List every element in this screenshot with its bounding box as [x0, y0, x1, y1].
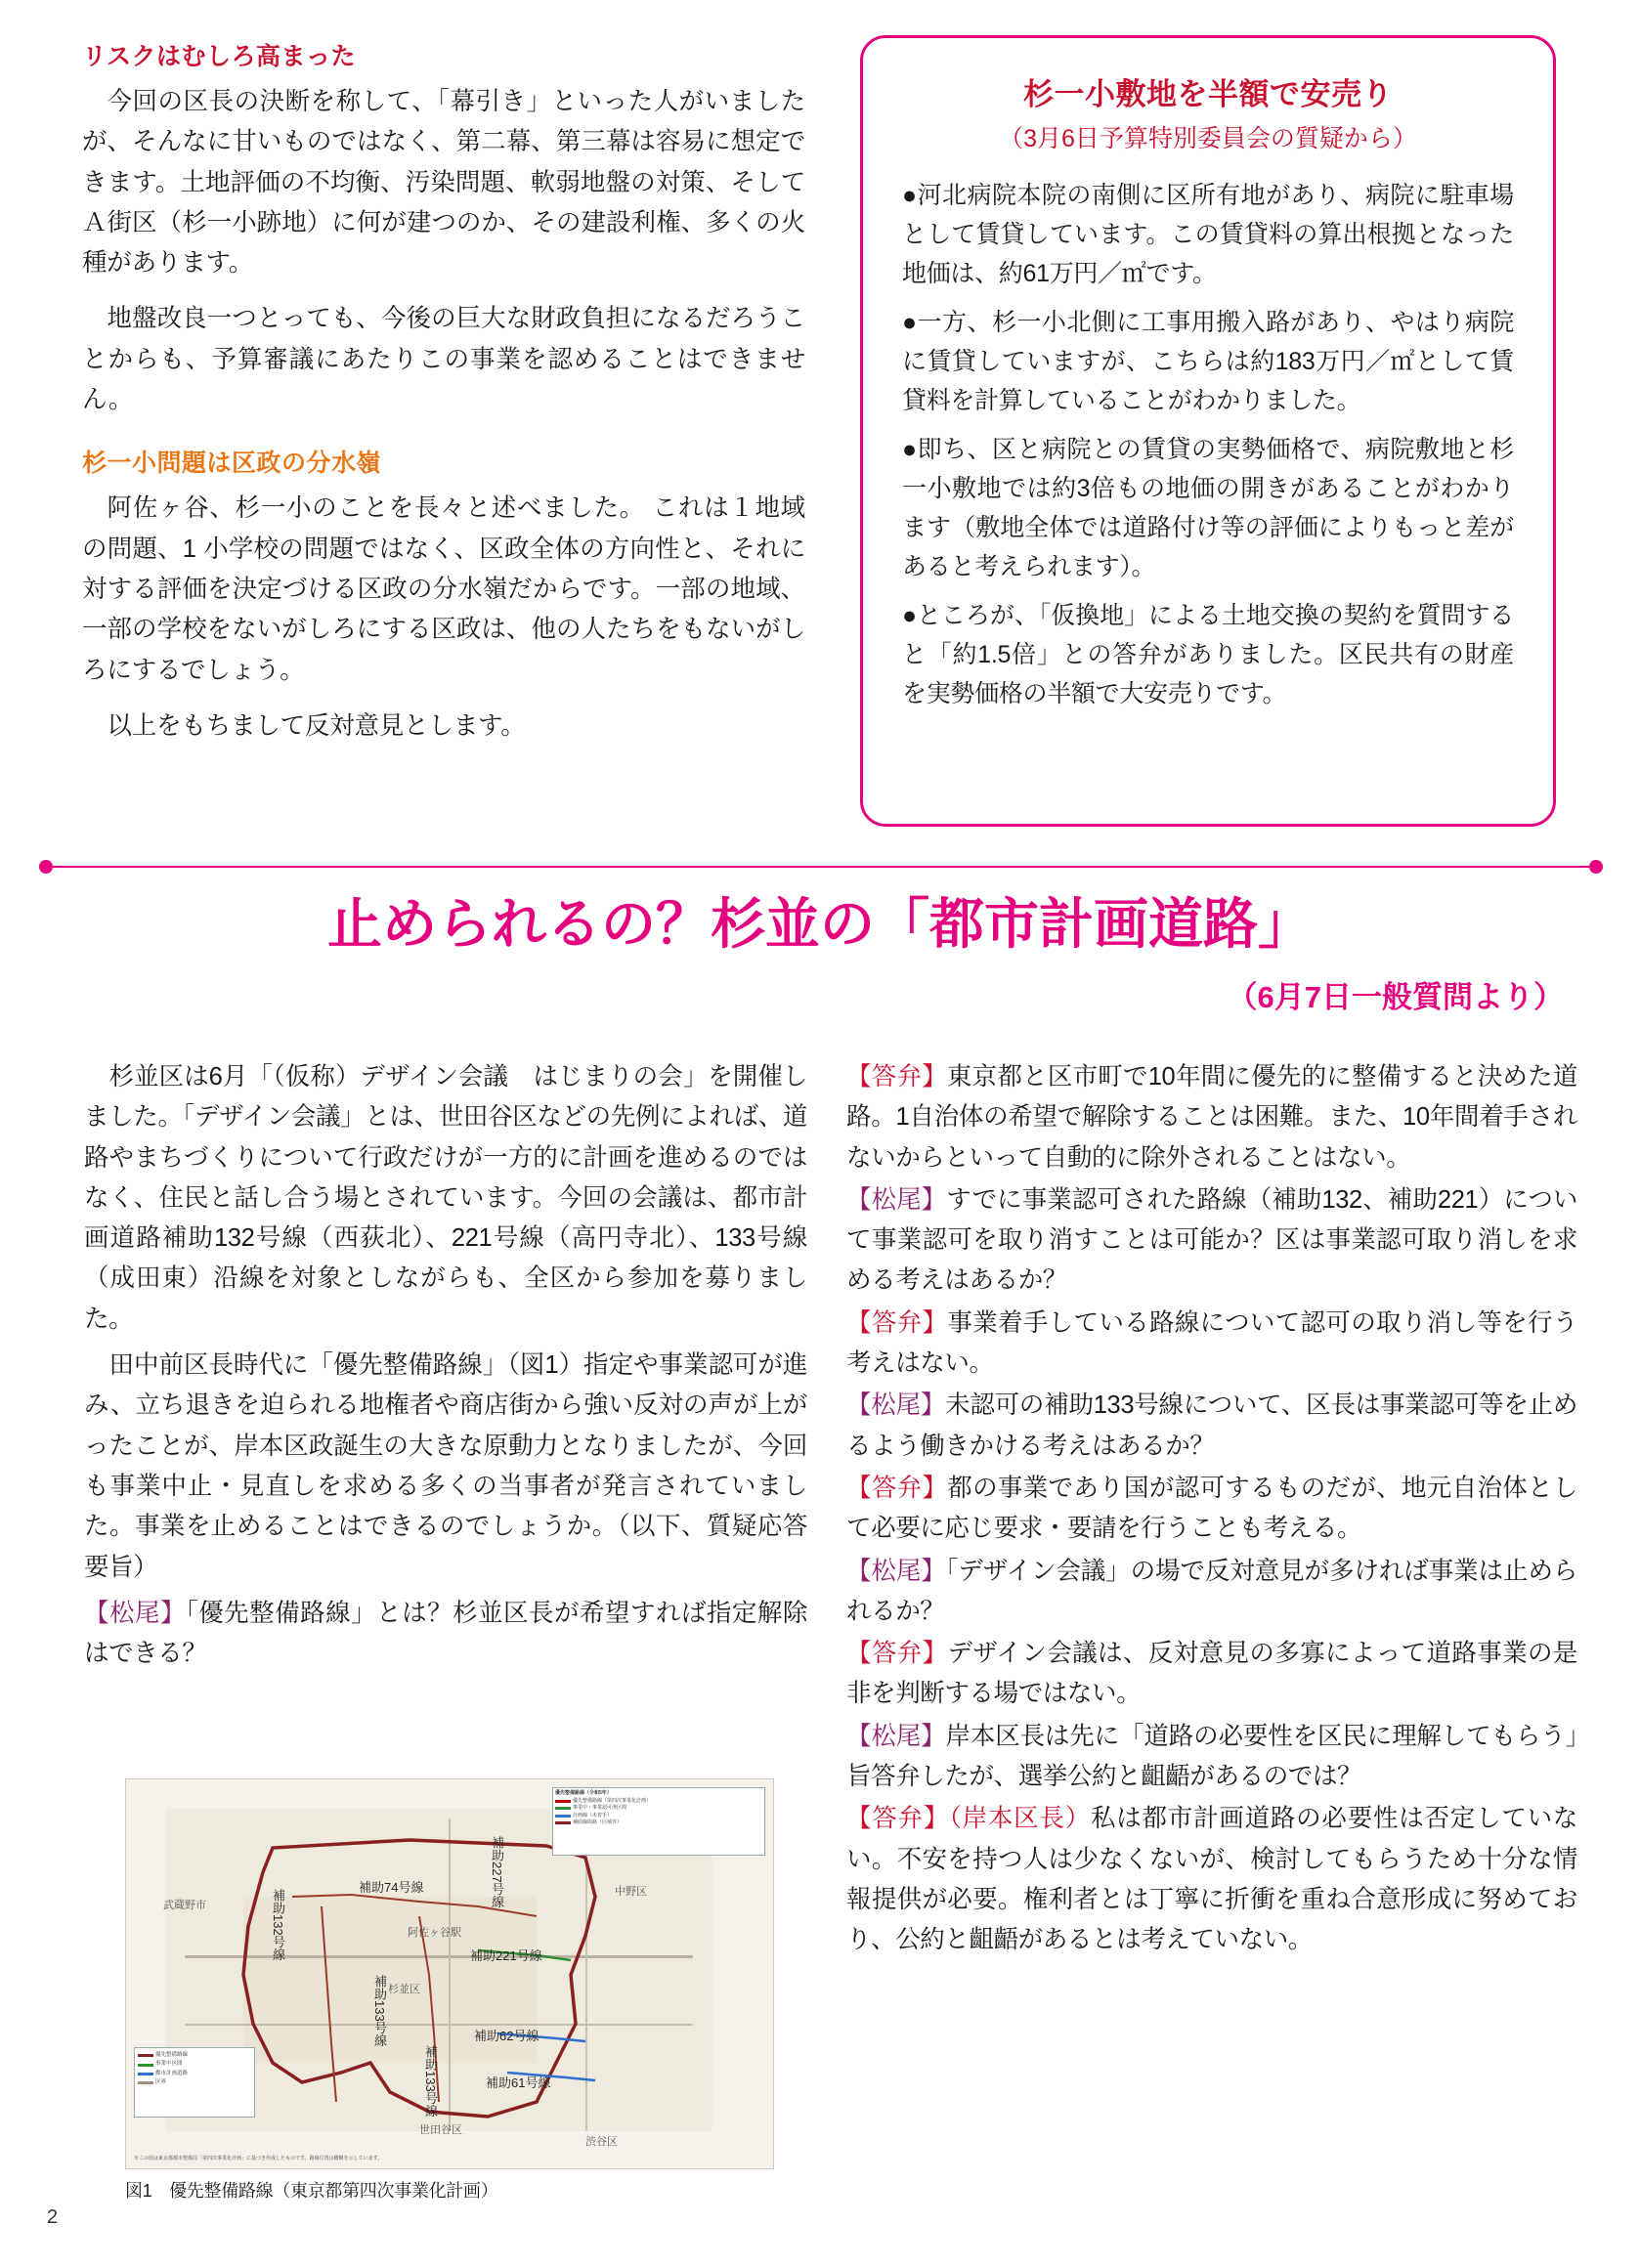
legend-label: 優先整備路線（第四次事業化計画） [573, 1797, 652, 1804]
qa-text: 「デザイン会議」の場で反対意見が多ければ事業は止められるか？ [846, 1557, 1577, 1625]
section-heading-risk: リスクはむしろ高まった [82, 43, 357, 70]
map-legend-upper [552, 1787, 765, 1856]
map-road-label-74: 補助74号線 [359, 1880, 424, 1895]
map-legend-row [555, 1798, 762, 1806]
legend-label: 計画線（未着手） [573, 1812, 613, 1819]
legend-swatch [555, 1807, 571, 1810]
legend-swatch [138, 2073, 153, 2075]
legend-swatch [555, 1815, 571, 1818]
qa-question-1 [84, 1594, 807, 1675]
qa-text: すでに事業認可された路線（補助132、補助221）について事業認可を取り消すことは可能か？区は事業認可取り消しを求める考えはあるか？ [846, 1185, 1577, 1295]
paragraph-priority-routes: 田中前区長時代に「優先整備路線」（図1）指定や事業認可が進み、立ち退きを迫られる地権者や商店街から強い反対の声が上がったことが、岸本区政誕生の大きな原動力となりましたが、今回も事業中止・見直しを求める多くの当事者が発言されていました。事業を止めることはできるのでしょうか。（以下、質疑応答要旨） [84, 1351, 807, 1581]
legend-swatch [555, 1821, 571, 1824]
speaker-tag-matsuo: 【松尾】 [846, 1391, 946, 1420]
article-subtitle: （6月7日一般質問より） [1227, 979, 1564, 1014]
paragraph-watershed-2: 以上をもちまして反対意見とします。 [107, 711, 526, 740]
qa-text: 事業着手している路線について認可の取り消し等を行う考えはない。 [846, 1308, 1577, 1378]
callout-subtitle: （3月6日予算特別委員会の質疑から） [999, 125, 1417, 152]
speaker-tag-answer: 【答弁】 [846, 1308, 948, 1337]
map-place-shibuya: 渋谷区 [585, 2136, 618, 2148]
speaker-name-kishimoto: （岸本区長） [949, 1805, 1091, 1833]
map-road-label-227: 補助227号線 [490, 1836, 504, 1908]
speaker-tag-matsuo: 【松尾】 [846, 1557, 946, 1585]
left-text-column [82, 37, 805, 762]
legend-label: 補助線街路（区域外） [573, 1819, 623, 1825]
article-column-left [84, 1057, 807, 1676]
qa-item [846, 1634, 1577, 1715]
map-legend-row [555, 1805, 762, 1813]
qa-text: 私は都市計画道路の必要性は否定していない。不安を持つ人は少なくないが、検討してもらうため十分な情報提供が必要。権利者とは丁寧に折衝を重ね合意形成に努めており、公約と齟齬があるとは考えていない。 [846, 1805, 1577, 1954]
speaker-tag-answer: 【答弁】 [846, 1474, 948, 1502]
map-road-label-133a: 補助133号線 [372, 1975, 387, 2047]
map-road-label-61: 補助61号線 [486, 2075, 551, 2090]
speaker-tag-matsuo: 【松尾】 [846, 1722, 946, 1750]
callout-bullet: ●河北病院本院の南側に区所有地があり、病院に駐車場として賃貸しています。この賃貸料の算出根拠となった地価は、約61万円／㎡です。 [902, 182, 1514, 287]
map-image [125, 1778, 774, 2169]
map-place-nakano: 中野区 [615, 1886, 647, 1898]
qa-text: 岸本区長は先に「道路の必要性を区民に理解してもらう」旨答弁したが、選挙公約と齟齬があるのでは？ [846, 1722, 1577, 1791]
qa-item [846, 1469, 1577, 1550]
callout-bullet: ●一方、杉一小北側に工事用搬入路があり、やはり病院に賃貸していますが、こちらは約183万円／㎡として賃貸料を計算していることがわかりました。 [902, 309, 1514, 414]
article-title: 止められるの？杉並の「都市計画道路」 [327, 893, 1313, 955]
map-road-aux-132 [322, 1906, 336, 2102]
legend-swatch [138, 2064, 153, 2067]
paragraph-risk-1: 今回の区長の決断を称して、「幕引き」といった人がいましたが、そんなに甘いものではなく、第二幕、第三幕は容易に想定できます。土地評価の不均衡、汚染問題、軟弱地盤の対策、そしてＡ街区（杉一小跡地）に何が建つのか、その建設利権、多くの火種があります。 [82, 88, 805, 278]
speaker-tag-answer: 【答弁】 [846, 1063, 947, 1091]
section-divider [39, 860, 1603, 874]
map-legend-row [138, 2051, 251, 2060]
qa-text: 未認可の補助133号線について、区長は事業認可等を止めるよう働きかける考えはあるか？ [846, 1391, 1578, 1460]
qa-item [846, 1799, 1577, 1960]
legend-label: 事業中・事業認可済区間 [573, 1805, 627, 1811]
article-column-right [846, 1057, 1577, 1963]
map-legend-title: 優先整備路線（令和5年） [555, 1790, 612, 1796]
qa-question-1-text: 「優先整備路線」とは？杉並区長が希望すれば指定解除はできる？ [84, 1599, 807, 1668]
legend-label: 事業中区間 [155, 2061, 183, 2068]
map-legend-row [138, 2060, 251, 2069]
paragraph-watershed-1: 阿佐ヶ谷、杉一小のことを長々と述べました。 これは１地域の問題、1 小学校の問題ではなく、区政全体の方向性と、それに対する評価を決定づける区政の分水嶺だからです。一部の地域、一部の学校をないがしろにする区政は、他の人たちをもないがしろにするでしょう。 [82, 494, 805, 684]
speaker-tag-matsuo: 【松尾】 [846, 1185, 947, 1214]
divider-dot-left [39, 860, 53, 874]
qa-text: 東京都と区市町で10年間に優先的に整備すると決めた道路。1自治体の希望で解除することは困難。また、10年間着手されないからといって自動的に除外されることはない。 [846, 1063, 1577, 1172]
divider-line [53, 866, 1589, 868]
article-headline-block [0, 894, 1640, 1016]
top-section [0, 0, 1640, 879]
qa-item [846, 1304, 1577, 1385]
legend-swatch [555, 1800, 571, 1803]
map-legend-lower [134, 2047, 255, 2118]
map-road-label-221: 補助221号線 [470, 1948, 542, 1963]
divider-dot-right [1589, 860, 1603, 874]
map-legend-row [138, 2070, 251, 2078]
map-footnote: ※この図は東京都都市整備局「第四次事業化計画」に基づき作成したものです。路線位置は概略を示しています。 [134, 2156, 383, 2161]
qa-item [846, 1057, 1577, 1178]
legend-swatch [138, 2054, 153, 2057]
map-road-label-62: 補助62号線 [474, 2029, 539, 2043]
callout-box-discount-sale [860, 35, 1556, 827]
speaker-tag-answer: 【答弁】 [846, 1805, 950, 1833]
legend-label: 都市計画道路 [155, 2070, 189, 2076]
figure-caption: 図1 優先整備路線（東京都第四次事業化計画） [125, 2181, 498, 2201]
qa-item [846, 1386, 1577, 1467]
callout-title: 杉一小敷地を半額で安売り [1023, 77, 1393, 111]
speaker-tag-matsuo: 【松尾】 [84, 1599, 186, 1627]
map-legend-row [138, 2078, 251, 2087]
legend-swatch [138, 2081, 153, 2084]
map-place-asagaya-station: 阿佐ヶ谷駅 [408, 1927, 461, 1939]
legend-label: 区界 [155, 2079, 167, 2086]
callout-bullet: ●即ち、区と病院との賃貸の実勢価格で、病院敷地と杉一小敷地では約3倍もの地価の開きがあることがわかります（敷地全体では道路付け等の評価によりもっと差があると考えられます）。 [902, 436, 1514, 580]
qa-item [846, 1180, 1577, 1302]
qa-text: 都の事業であり国が認可するものだが、地元自治体として必要に応じ要求・要請を行うことも考える。 [846, 1474, 1577, 1543]
paragraph-design-meeting: 杉並区は6月「（仮称）デザイン会議 はじまりの会」を開催しました。「デザイン会議」とは、世田谷区などの先例によれば、道路やまちづくりについて行政だけが一方的に計画を進めるのではなく、住民と話し合う場とされています。今回の会議は、都市計画道路補助132号線（西荻北）、221号線（高円寺北）、133号線（成田東）沿線を対象としながらも、全区から参加を募りました。 [84, 1063, 807, 1333]
figure-map-block [125, 1778, 774, 2203]
qa-item [846, 1717, 1577, 1798]
map-road-label-132: 補助132号線 [271, 1889, 285, 1961]
section-heading-watershed: 杉一小問題は区政の分水嶺 [82, 449, 382, 478]
map-road-label-133b: 補助133号線 [423, 2045, 438, 2118]
speaker-tag-answer: 【答弁】 [846, 1640, 948, 1668]
page-number: 2 [47, 2206, 59, 2228]
map-legend-row [555, 1813, 762, 1820]
legend-label: 優先整備路線 [155, 2052, 189, 2058]
map-legend-row [555, 1819, 762, 1827]
qa-item [846, 1552, 1577, 1633]
map-place-suginami: 杉並区 [388, 1984, 420, 1995]
map-place-musashino: 武蔵野市 [163, 1900, 206, 1911]
paragraph-risk-2: 地盤改良一つとっても、今後の巨大な財政負担になるだろうことからも、予算審議にあたりこの事業を認めることはできません。 [82, 305, 805, 414]
qa-text: デザイン会議は、反対意見の多寡によって道路事業の是非を判断する場ではない。 [846, 1640, 1577, 1708]
map-place-setagaya: 世田谷区 [419, 2124, 462, 2136]
callout-bullet: ●ところが、「仮換地」による土地交換の契約を質問すると「約1.5倍」との答弁がありました。区民共有の財産を実勢価格の半額で大安売りです。 [902, 602, 1514, 707]
